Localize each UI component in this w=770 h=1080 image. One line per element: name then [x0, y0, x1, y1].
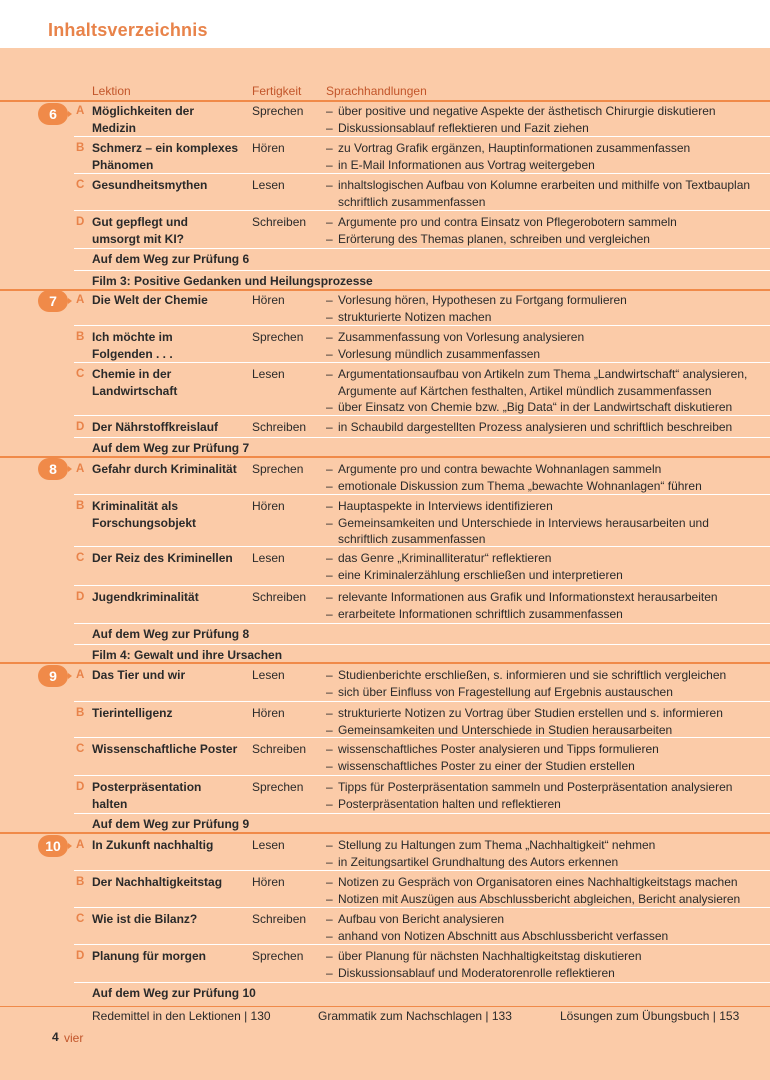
column-header-fertigkeit: Fertigkeit: [252, 84, 302, 98]
lesson-skill: Sprechen: [252, 462, 304, 476]
lesson-title-line: Chemie in der: [92, 367, 172, 381]
page-header: [0, 0, 770, 48]
unit-number-badge: 7: [38, 290, 68, 312]
objective-line: [326, 157, 770, 174]
lesson-title: [92, 741, 252, 758]
lesson-title: [92, 366, 252, 399]
lesson-title: [92, 550, 252, 567]
lesson-letter: A: [76, 839, 85, 851]
lesson-title: [92, 292, 252, 309]
lesson-title-line: Jugendkriminalität: [92, 590, 199, 604]
bullet-dash: –: [326, 668, 333, 682]
bullet-dash: –: [326, 515, 333, 530]
objective-text: in E-Mail Informationen aus Vortrag weitergeben: [338, 157, 595, 172]
lesson-divider: [74, 173, 770, 174]
lesson-title: [92, 667, 252, 684]
objective-line: [326, 667, 770, 684]
objective-text: Argumente pro und contra bewachte Wohnanlagen sammeln: [338, 462, 662, 476]
objective-line: [326, 837, 770, 854]
lesson-objectives: [326, 498, 770, 548]
lesson-objectives: [326, 705, 770, 738]
lesson-title: [92, 329, 252, 362]
lesson-skill: Schreiben: [252, 912, 307, 926]
objective-line: [326, 292, 770, 309]
bullet-dash: –: [326, 231, 333, 246]
bullet-dash: –: [326, 400, 333, 414]
lesson-objectives: [326, 177, 770, 210]
lesson-objectives: [326, 419, 770, 436]
bullet-dash: –: [326, 949, 333, 963]
lesson-letter: D: [76, 216, 85, 228]
lesson-letter: C: [76, 743, 85, 755]
unit-separator: [0, 456, 770, 458]
footer-loesungen: Lösungen zum Übungsbuch | 153: [560, 1009, 740, 1023]
extra-divider: [74, 813, 770, 814]
objective-text: sich über Einfluss von Fragestellung auf Ergebnis austauschen: [338, 684, 673, 699]
lesson-letter: D: [76, 421, 85, 433]
lesson-title-line: Möglichkeiten der: [92, 104, 195, 118]
exam-prep-link: Auf dem Weg zur Prüfung 10: [92, 986, 256, 1000]
objective-text: schriftlich zusammenfassen: [338, 194, 486, 209]
objective-line: [326, 214, 770, 231]
lesson-title-line: Ich möchte im: [92, 330, 173, 344]
lesson-title-line: Der Reiz des Kriminellen: [92, 551, 233, 565]
bullet-dash: –: [326, 684, 333, 699]
unit-number-badge: 8: [38, 458, 68, 480]
unit-separator: [0, 100, 770, 102]
film-entry: Film 3: Positive Gedanken und Heilungsprozesse: [92, 274, 373, 288]
objective-text: in Zeitungsartikel Grundhaltung des Autors erkennen: [338, 854, 619, 869]
bullet-dash: –: [326, 478, 333, 493]
objective-text: Notizen zu Gespräch von Organisatoren eines Nachhaltigkeitstags machen: [338, 875, 738, 889]
objective-text: Argumente pro und contra Einsatz von Pflegerobotern sammeln: [338, 215, 677, 229]
objective-text: Aufbau von Bericht analysieren: [338, 912, 505, 926]
lesson-title-line: Posterpräsentation: [92, 780, 202, 794]
objective-text: Erörterung des Themas planen, schreiben und vergleichen: [338, 231, 650, 246]
lesson-skill: Hören: [252, 293, 285, 307]
bullet-dash: –: [326, 838, 333, 852]
objective-line: [326, 779, 770, 796]
lesson-skill: Hören: [252, 706, 285, 720]
objective-line: [326, 589, 770, 606]
lesson-objectives: [326, 214, 770, 247]
lesson-divider: [74, 907, 770, 908]
lesson-objectives: [326, 292, 770, 325]
column-header-sprachhandlungen: Sprachhandlungen: [326, 84, 427, 98]
lesson-skill: Lesen: [252, 668, 285, 682]
objective-line: [326, 550, 770, 567]
lesson-title: [92, 140, 252, 173]
lesson-skill: Sprechen: [252, 330, 304, 344]
bullet-dash: –: [326, 157, 333, 172]
objective-line: [326, 399, 770, 416]
lesson-skill: Hören: [252, 499, 285, 513]
objective-line: [326, 140, 770, 157]
unit-separator: [0, 832, 770, 834]
lesson-title: [92, 214, 252, 247]
lesson-title: [92, 948, 252, 965]
objective-line: [326, 419, 770, 436]
bullet-dash: –: [326, 891, 333, 906]
objective-line: [326, 103, 770, 120]
lesson-title-line: Kriminalität als: [92, 499, 179, 513]
column-header-lektion: Lektion: [92, 84, 131, 98]
lesson-letter: B: [76, 142, 85, 154]
extra-divider: [74, 437, 770, 438]
lesson-objectives: [326, 103, 770, 136]
objective-line: [326, 498, 770, 515]
objective-line: [326, 758, 770, 775]
bullet-dash: –: [326, 104, 333, 118]
objective-line: [326, 383, 770, 400]
unit-number-badge: 9: [38, 665, 68, 687]
lesson-divider: [74, 870, 770, 871]
bullet-dash: –: [326, 706, 333, 720]
objective-text: Tipps für Posterpräsentation sammeln und Posterpräsentation analysieren: [338, 780, 733, 794]
objective-text: Vorlesung mündlich zusammenfassen: [338, 346, 541, 361]
bullet-dash: –: [326, 928, 333, 943]
lesson-title: [92, 911, 252, 928]
lesson-letter: C: [76, 552, 85, 564]
objective-text: Diskussionsablauf und Moderatorenrolle reflektieren: [338, 965, 615, 980]
bullet-dash: –: [326, 912, 333, 926]
lesson-divider: [74, 585, 770, 586]
objective-text: Hauptaspekte in Interviews identifizieren: [338, 499, 553, 513]
lesson-skill: Lesen: [252, 178, 285, 192]
objective-line: [326, 684, 770, 701]
objective-text: anhand von Notizen Abschnitt aus Abschlussbericht verfassen: [338, 928, 669, 943]
objective-line: [326, 567, 770, 584]
bullet-dash: –: [326, 367, 333, 381]
lesson-skill: Schreiben: [252, 215, 307, 229]
lesson-skill: Schreiben: [252, 742, 307, 756]
bullet-dash: –: [326, 742, 333, 756]
lesson-objectives: [326, 741, 770, 774]
objective-line: [326, 722, 770, 739]
lesson-objectives: [326, 140, 770, 173]
lesson-divider: [74, 775, 770, 776]
lesson-objectives: [326, 948, 770, 981]
lesson-divider: [74, 944, 770, 945]
exam-prep-link: Auf dem Weg zur Prüfung 8: [92, 627, 250, 641]
objective-text: schriftlich zusammenfassen: [338, 532, 486, 546]
lesson-objectives: [326, 550, 770, 583]
objective-text: inhaltslogischen Aufbau von Kolumne erarbeiten und mithilfe von Textbauplan: [338, 178, 751, 192]
objective-line: [326, 478, 770, 495]
exam-prep-link: Auf dem Weg zur Prüfung 6: [92, 252, 250, 266]
objective-text: Zusammenfassung von Vorlesung analysieren: [338, 330, 585, 344]
lesson-skill: Hören: [252, 141, 285, 155]
lesson-title-line: halten: [92, 796, 128, 811]
lesson-skill: Lesen: [252, 838, 285, 852]
footer-grammatik: Grammatik zum Nachschlagen | 133: [318, 1009, 512, 1023]
bullet-dash: –: [326, 215, 333, 229]
lesson-title: [92, 837, 252, 854]
lesson-divider: [74, 325, 770, 326]
bullet-dash: –: [326, 965, 333, 980]
objective-line: [326, 854, 770, 871]
lesson-title-line: Forschungsobjekt: [92, 515, 197, 530]
lesson-divider: [74, 362, 770, 363]
lesson-divider: [74, 136, 770, 137]
bullet-dash: –: [326, 330, 333, 344]
objective-text: strukturierte Notizen zu Vortrag über Studien erstellen und s. informieren: [338, 706, 723, 720]
bullet-dash: –: [326, 780, 333, 794]
lesson-title: [92, 705, 252, 722]
lesson-objectives: [326, 667, 770, 700]
objective-text: Gemeinsamkeiten und Unterschiede in Interviews herausarbeiten und: [338, 515, 709, 530]
bullet-dash: –: [326, 551, 333, 565]
objective-text: in Schaubild dargestellten Prozess analysieren und schriftlich beschreiben: [338, 420, 733, 434]
lesson-objectives: [326, 589, 770, 622]
lesson-title-line: Gut gepflegt und: [92, 215, 188, 229]
lesson-letter: D: [76, 591, 85, 603]
lesson-title: [92, 177, 252, 194]
lesson-objectives: [326, 874, 770, 907]
objective-text: wissenschaftliches Poster zu einer der Studien erstellen: [338, 758, 635, 773]
bullet-dash: –: [326, 606, 333, 621]
objective-line: [326, 741, 770, 758]
lesson-skill: Hören: [252, 875, 285, 889]
lesson-letter: B: [76, 876, 85, 888]
lesson-title-line: In Zukunft nachhaltig: [92, 838, 214, 852]
extra-divider: [74, 248, 770, 249]
objective-text: Studienberichte erschließen, s. informieren und sie schriftlich vergleichen: [338, 668, 727, 682]
lesson-divider: [74, 546, 770, 547]
lesson-title-line: Tierintelligenz: [92, 706, 173, 720]
lesson-title-line: umsorgt mit KI?: [92, 231, 184, 246]
unit-separator: [0, 289, 770, 291]
bullet-dash: –: [326, 758, 333, 773]
unit-number-badge: 6: [38, 103, 68, 125]
exam-prep-link: Auf dem Weg zur Prüfung 9: [92, 817, 250, 831]
bullet-dash: –: [326, 499, 333, 513]
objective-line: [326, 891, 770, 908]
lesson-letter: A: [76, 105, 85, 117]
bullet-dash: –: [326, 722, 333, 737]
lesson-title: [92, 103, 252, 136]
objective-line: [326, 796, 770, 813]
lesson-objectives: [326, 366, 770, 416]
objective-line: [326, 329, 770, 346]
lesson-title-line: Das Tier und wir: [92, 668, 186, 682]
lesson-letter: D: [76, 781, 85, 793]
lesson-title-line: Medizin: [92, 120, 136, 135]
lesson-skill: Schreiben: [252, 590, 307, 604]
bullet-dash: –: [326, 590, 333, 604]
lesson-skill: Sprechen: [252, 949, 304, 963]
lesson-title-line: Der Nährstoffkreislauf: [92, 420, 219, 434]
lesson-title: [92, 874, 252, 891]
bullet-dash: –: [326, 462, 333, 476]
page-number-word: vier: [64, 1031, 84, 1045]
objective-text: über positive und negative Aspekte der ästhetisch Chirurgie diskutieren: [338, 104, 716, 118]
bullet-dash: –: [326, 293, 333, 307]
lesson-skill: Lesen: [252, 551, 285, 565]
lesson-objectives: [326, 911, 770, 944]
lesson-title: [92, 498, 252, 531]
extra-divider: [74, 644, 770, 645]
lesson-objectives: [326, 837, 770, 870]
bullet-dash: –: [326, 141, 333, 155]
lesson-objectives: [326, 329, 770, 362]
film-entry: Film 4: Gewalt und ihre Ursachen: [92, 648, 283, 662]
lesson-letter: D: [76, 950, 85, 962]
page-title: Inhaltsverzeichnis: [48, 20, 208, 40]
lesson-title-line: Wie ist die Bilanz?: [92, 912, 198, 926]
objective-text: Stellung zu Haltungen zum Thema „Nachhaltigkeit“ nehmen: [338, 838, 656, 852]
extra-divider: [74, 982, 770, 983]
lesson-divider: [74, 701, 770, 702]
objective-line: [326, 965, 770, 982]
objective-line: [326, 346, 770, 363]
lesson-letter: C: [76, 368, 85, 380]
objective-line: [326, 366, 770, 383]
objective-line: [326, 177, 770, 194]
lesson-title-line: Gesundheitsmythen: [92, 178, 208, 192]
objective-text: Argumentationsaufbau von Artikeln zum Thema „Landwirtschaft“ analysieren,: [338, 367, 748, 381]
objective-line: [326, 928, 770, 945]
objective-line: [326, 194, 770, 211]
objective-text: das Genre „Kriminalliteratur“ reflektieren: [338, 551, 552, 565]
bullet-dash: –: [326, 309, 333, 324]
lesson-letter: C: [76, 179, 85, 191]
objective-text: wissenschaftliches Poster analysieren und Tipps formulieren: [338, 742, 659, 756]
exam-prep-link: Auf dem Weg zur Prüfung 7: [92, 441, 250, 455]
objective-line: [326, 911, 770, 928]
lesson-title: [92, 589, 252, 606]
lesson-title-line: Folgenden . . .: [92, 346, 173, 361]
objective-text: Diskussionsablauf reflektieren und Fazit ziehen: [338, 120, 589, 135]
objective-text: eine Kriminalerzählung erschließen und interpretieren: [338, 567, 623, 582]
objective-text: Gemeinsamkeiten und Unterschiede in Studien herausarbeiten: [338, 722, 673, 737]
footer-divider: [0, 1006, 770, 1007]
objective-text: Vorlesung hören, Hypothesen zu Fortgang formulieren: [338, 293, 627, 307]
unit-number-badge: 10: [38, 835, 68, 857]
bullet-dash: –: [326, 875, 333, 889]
objective-text: zu Vortrag Grafik ergänzen, Hauptinformationen zusammenfassen: [338, 141, 691, 155]
objective-text: strukturierte Notizen machen: [338, 309, 492, 324]
objective-text: Argumente auf Kärtchen festhalten, Artikel mündlich zusammenfassen: [338, 383, 712, 398]
objective-line: [326, 461, 770, 478]
unit-separator: [0, 662, 770, 664]
page-number: 4: [52, 1030, 59, 1044]
lesson-divider: [74, 737, 770, 738]
lesson-divider: [74, 494, 770, 495]
lesson-skill: Sprechen: [252, 780, 304, 794]
objective-text: Notizen mit Auszügen aus Abschlussbericht abgleichen, Bericht analysieren: [338, 891, 741, 906]
lesson-title: [92, 461, 252, 478]
lesson-skill: Schreiben: [252, 420, 307, 434]
lesson-title-line: Landwirtschaft: [92, 383, 178, 398]
lesson-letter: B: [76, 707, 85, 719]
extra-divider: [74, 623, 770, 624]
lesson-title-line: Schmerz – ein komplexes: [92, 141, 239, 155]
bullet-dash: –: [326, 178, 333, 192]
objective-line: [326, 606, 770, 623]
bullet-dash: –: [326, 567, 333, 582]
objective-line: [326, 309, 770, 326]
lesson-objectives: [326, 461, 770, 494]
lesson-title-line: Die Welt der Chemie: [92, 293, 208, 307]
objective-text: über Einsatz von Chemie bzw. „Big Data“ in der Landwirtschaft diskutieren: [338, 400, 733, 414]
lesson-letter: C: [76, 913, 85, 925]
bullet-dash: –: [326, 120, 333, 135]
lesson-title-line: Der Nachhaltigkeitstag: [92, 875, 223, 889]
objective-line: [326, 705, 770, 722]
bullet-dash: –: [326, 420, 333, 434]
lesson-letter: B: [76, 500, 85, 512]
objective-text: über Planung für nächsten Nachhaltigkeitstag diskutieren: [338, 949, 642, 963]
extra-divider: [74, 270, 770, 271]
lesson-title-line: Planung für morgen: [92, 949, 206, 963]
lesson-letter: B: [76, 331, 85, 343]
lesson-letter: A: [76, 294, 85, 306]
objective-line: [326, 948, 770, 965]
lesson-title-line: Phänomen: [92, 157, 154, 172]
objective-line: [326, 515, 770, 532]
objective-line: [326, 120, 770, 137]
objective-text: erarbeitete Informationen schriftlich zusammenfassen: [338, 606, 623, 621]
lesson-divider: [74, 210, 770, 211]
lesson-skill: Lesen: [252, 367, 285, 381]
objective-text: relevante Informationen aus Grafik und Informationstext herausarbeiten: [338, 590, 718, 604]
bullet-dash: –: [326, 854, 333, 869]
bullet-dash: –: [326, 796, 333, 811]
lesson-skill: Sprechen: [252, 104, 304, 118]
lesson-objectives: [326, 779, 770, 812]
lesson-title: [92, 419, 252, 436]
bullet-dash: –: [326, 346, 333, 361]
lesson-title-line: Gefahr durch Kriminalität: [92, 462, 237, 476]
objective-text: Posterpräsentation halten und reflektieren: [338, 796, 561, 811]
lesson-letter: A: [76, 463, 85, 475]
objective-line: [326, 874, 770, 891]
objective-line: [326, 231, 770, 248]
objective-text: emotionale Diskussion zum Thema „bewachte Wohnanlagen“ führen: [338, 478, 702, 493]
lesson-letter: A: [76, 669, 85, 681]
lesson-divider: [74, 415, 770, 416]
footer-redemittel: Redemittel in den Lektionen | 130: [92, 1009, 271, 1023]
lesson-title: [92, 779, 252, 812]
lesson-title-line: Wissenschaftliche Poster: [92, 742, 238, 756]
